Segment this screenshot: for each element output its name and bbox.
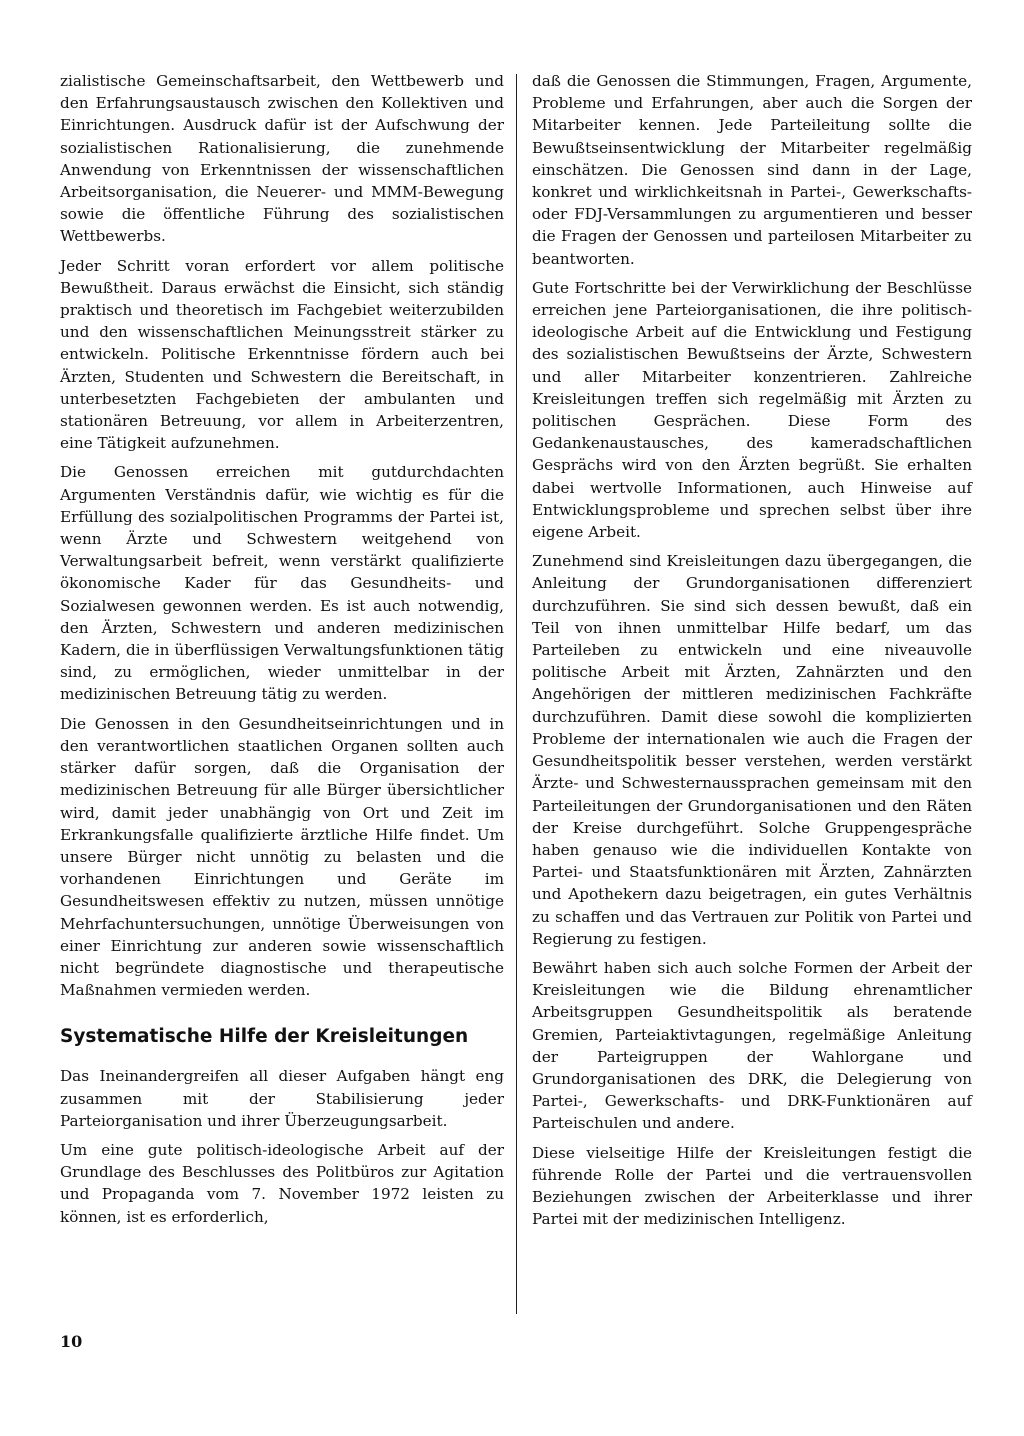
left-paragraph-6: Um eine gute politisch-ideologische Arbeit auf der Grundlage des Beschlusses des Politbüros zur Agitation und Propaganda vom 7. November 1972 leisten zu können, ist es erforderlich, [60,1140,504,1226]
left-paragraph-4: Die Genossen in den Gesundheitseinrichtungen und in den verantwortlichen staatlichen Organen sollten auch stärker dafür sorgen, daß die Organisation der medizinischen Betreuung für alle Bürger übersichtlicher wird, damit jeder unabhängig von Ort und Zeit im Erkrankungsfalle qualifizierte ärztliche Hilfe findet. Um unsere Bürger nicht unnötig zu belasten und die vorhandenen Einrichtungen und Geräte im Gesundheitswesen effektiv zu nutzen, müssen unnötige Mehrfachuntersuchungen, unnötige Überweisungen von einer Einrichtung zur anderen sowie wissenschaftlich nicht begründete diagnostische und therapeutische Maßnahmen vermieden werden. [60,714,504,1000]
left-paragraph-2: Jeder Schritt voran erfordert vor allem politische Bewußtheit. Daraus erwächst die Einsicht, sich ständig praktisch und theoretisch im Fachgebiet weiterzubilden und den wissenschaftlichen Meinungsstreit stärker zu entwickeln. Politische Erkenntnisse fördern auch bei Ärzten, Studenten und Schwestern die Bereitschaft, in unterbesetzten Fachgebieten der ambulanten und stationären Betreuung, vor allem in Arbeiterzentren, eine Tätigkeit aufzunehmen. [60,256,504,453]
column-divider [516,74,517,1314]
right-paragraph-3: Zunehmend sind Kreisleitungen dazu übergegangen, die Anleitung der Grundorganisationen differenziert durchzuführen. Sie sind sich dessen bewußt, daß ein Teil von ihnen unmittelbar Hilfe bedarf, um das Parteileben zu entwickeln und eine niveauvolle politische Arbeit mit Ärzten, Zahnärzten und den Angehörigen der mittleren medizinischen Fachkräfte durchzuführen. Damit diese sowohl die komplizierten Probleme der internationalen wie auch die Fragen der Gesundheitspolitik besser verstehen, werden verstärkt Ärzte- und Schwesternaussprachen gemeinsam mit den Parteileitungen der Grundorganisationen und den Räten der Kreise durchgeführt. Solche Gruppengespräche haben genauso wie die individuellen Kontakte von Partei- und Staatsfunktionären mit Ärzten, Zahnärzten und Apothekern dazu beigetragen, ein gutes Verhältnis zu schaffen und das Vertrauen zur Politik von Partei und Regierung zu festigen. [532,552,972,948]
right-column [532,70,972,1237]
right-paragraph-2: Gute Fortschritte bei der Verwirklichung der Beschlüsse erreichen jene Parteiorganisationen, die ihre politisch-ideologische Arbeit auf die Entwicklung und Festigung des sozialistischen Bewußtseins der Ärzte, Schwestern und aller Mitarbeiter konzentrieren. Zahlreiche Kreisleitungen treffen sich regelmäßig mit Ärzten zu politischen Gesprächen. Diese Form des Gedankenaustausches, des kameradschaftlichen Gesprächs wird von den Ärzten begrüßt. Sie erhalten dabei wertvolle Informationen, auch Hinweise auf Entwicklungsprobleme und sprechen selbst über ihre eigene Arbeit. [532,278,972,542]
right-paragraph-4: Bewährt haben sich auch solche Formen der Arbeit der Kreisleitungen wie die Bildung ehrenamtlicher Arbeitsgruppen Gesundheitspolitik als beratende Gremien, Parteiaktivtagungen, regelmäßige Anleitung der Parteigruppen der Wahlorgane und Grundorganisationen des DRK, die Delegierung von Partei-, Gewerkschafts- und DRK-Funktionären auf Parteischulen und andere. [532,958,972,1133]
section-heading: Systematische Hilfe der Kreisleitungen [60,1026,469,1048]
right-paragraph-5: Diese vielseitige Hilfe der Kreisleitungen festigt die führende Rolle der Partei und die vertrauensvollen Beziehungen zwischen der Arbeiterklasse und ihrer Partei mit der medizinischen Intelligenz. [532,1143,972,1229]
right-paragraph-1: daß die Genossen die Stimmungen, Fragen, Argumente, Probleme und Erfahrungen, aber auch die Sorgen der Mitarbeiter kennen. Jede Parteileitung sollte die Bewußtseinsentwicklung der Mitarbeiter regelmäßig einschätzen. Die Genossen sind dann in der Lage, konkret und wirklichkeitsnah in Partei-, Gewerkschafts- oder FDJ-Versammlungen zu argumentieren und besser die Fragen der Genossen und parteilosen Mitarbeiter zu beantworten. [532,72,972,268]
left-paragraph-1: zialistische Gemeinschaftsarbeit, den Wettbewerb und den Erfahrungsaustausch zwischen den Kollektiven und Einrichtungen. Ausdruck dafür ist der Aufschwung der sozialistischen Rationalisierung, die zunehmende Anwendung von Erkenntnissen der wissenschaftlichen Arbeitsorganisation, die Neuerer- und MMM-Bewegung sowie die öffentliche Führung des sozialistischen Wettbewerbs. [60,72,504,246]
left-column [60,70,504,1235]
page-number: 10 [60,1332,83,1351]
left-paragraph-3: Die Genossen erreichen mit gutdurchdachten Argumenten Verständnis dafür, wie wichtig es für die Erfüllung des sozialpolitischen Programms der Partei ist, wenn Ärzte und Schwestern weitgehend von Verwaltungsarbeit befreit, wenn verstärkt qualifizierte ökonomische Kader für das Gesundheits- und Sozialwesen gewonnen werden. Es ist auch notwendig, den Ärzten, Schwestern und anderen medizinischen Kadern, die in überflüssigen Verwaltungsfunktionen tätig sind, zu ermöglichen, wieder unmittelbar in der medizinischen Betreuung tätig zu werden. [60,463,504,704]
left-paragraph-5: Das Ineinandergreifen all dieser Aufgaben hängt eng zusammen mit der Stabilisierung jeder Parteiorganisation und ihrer Überzeugungsarbeit. [60,1067,504,1130]
